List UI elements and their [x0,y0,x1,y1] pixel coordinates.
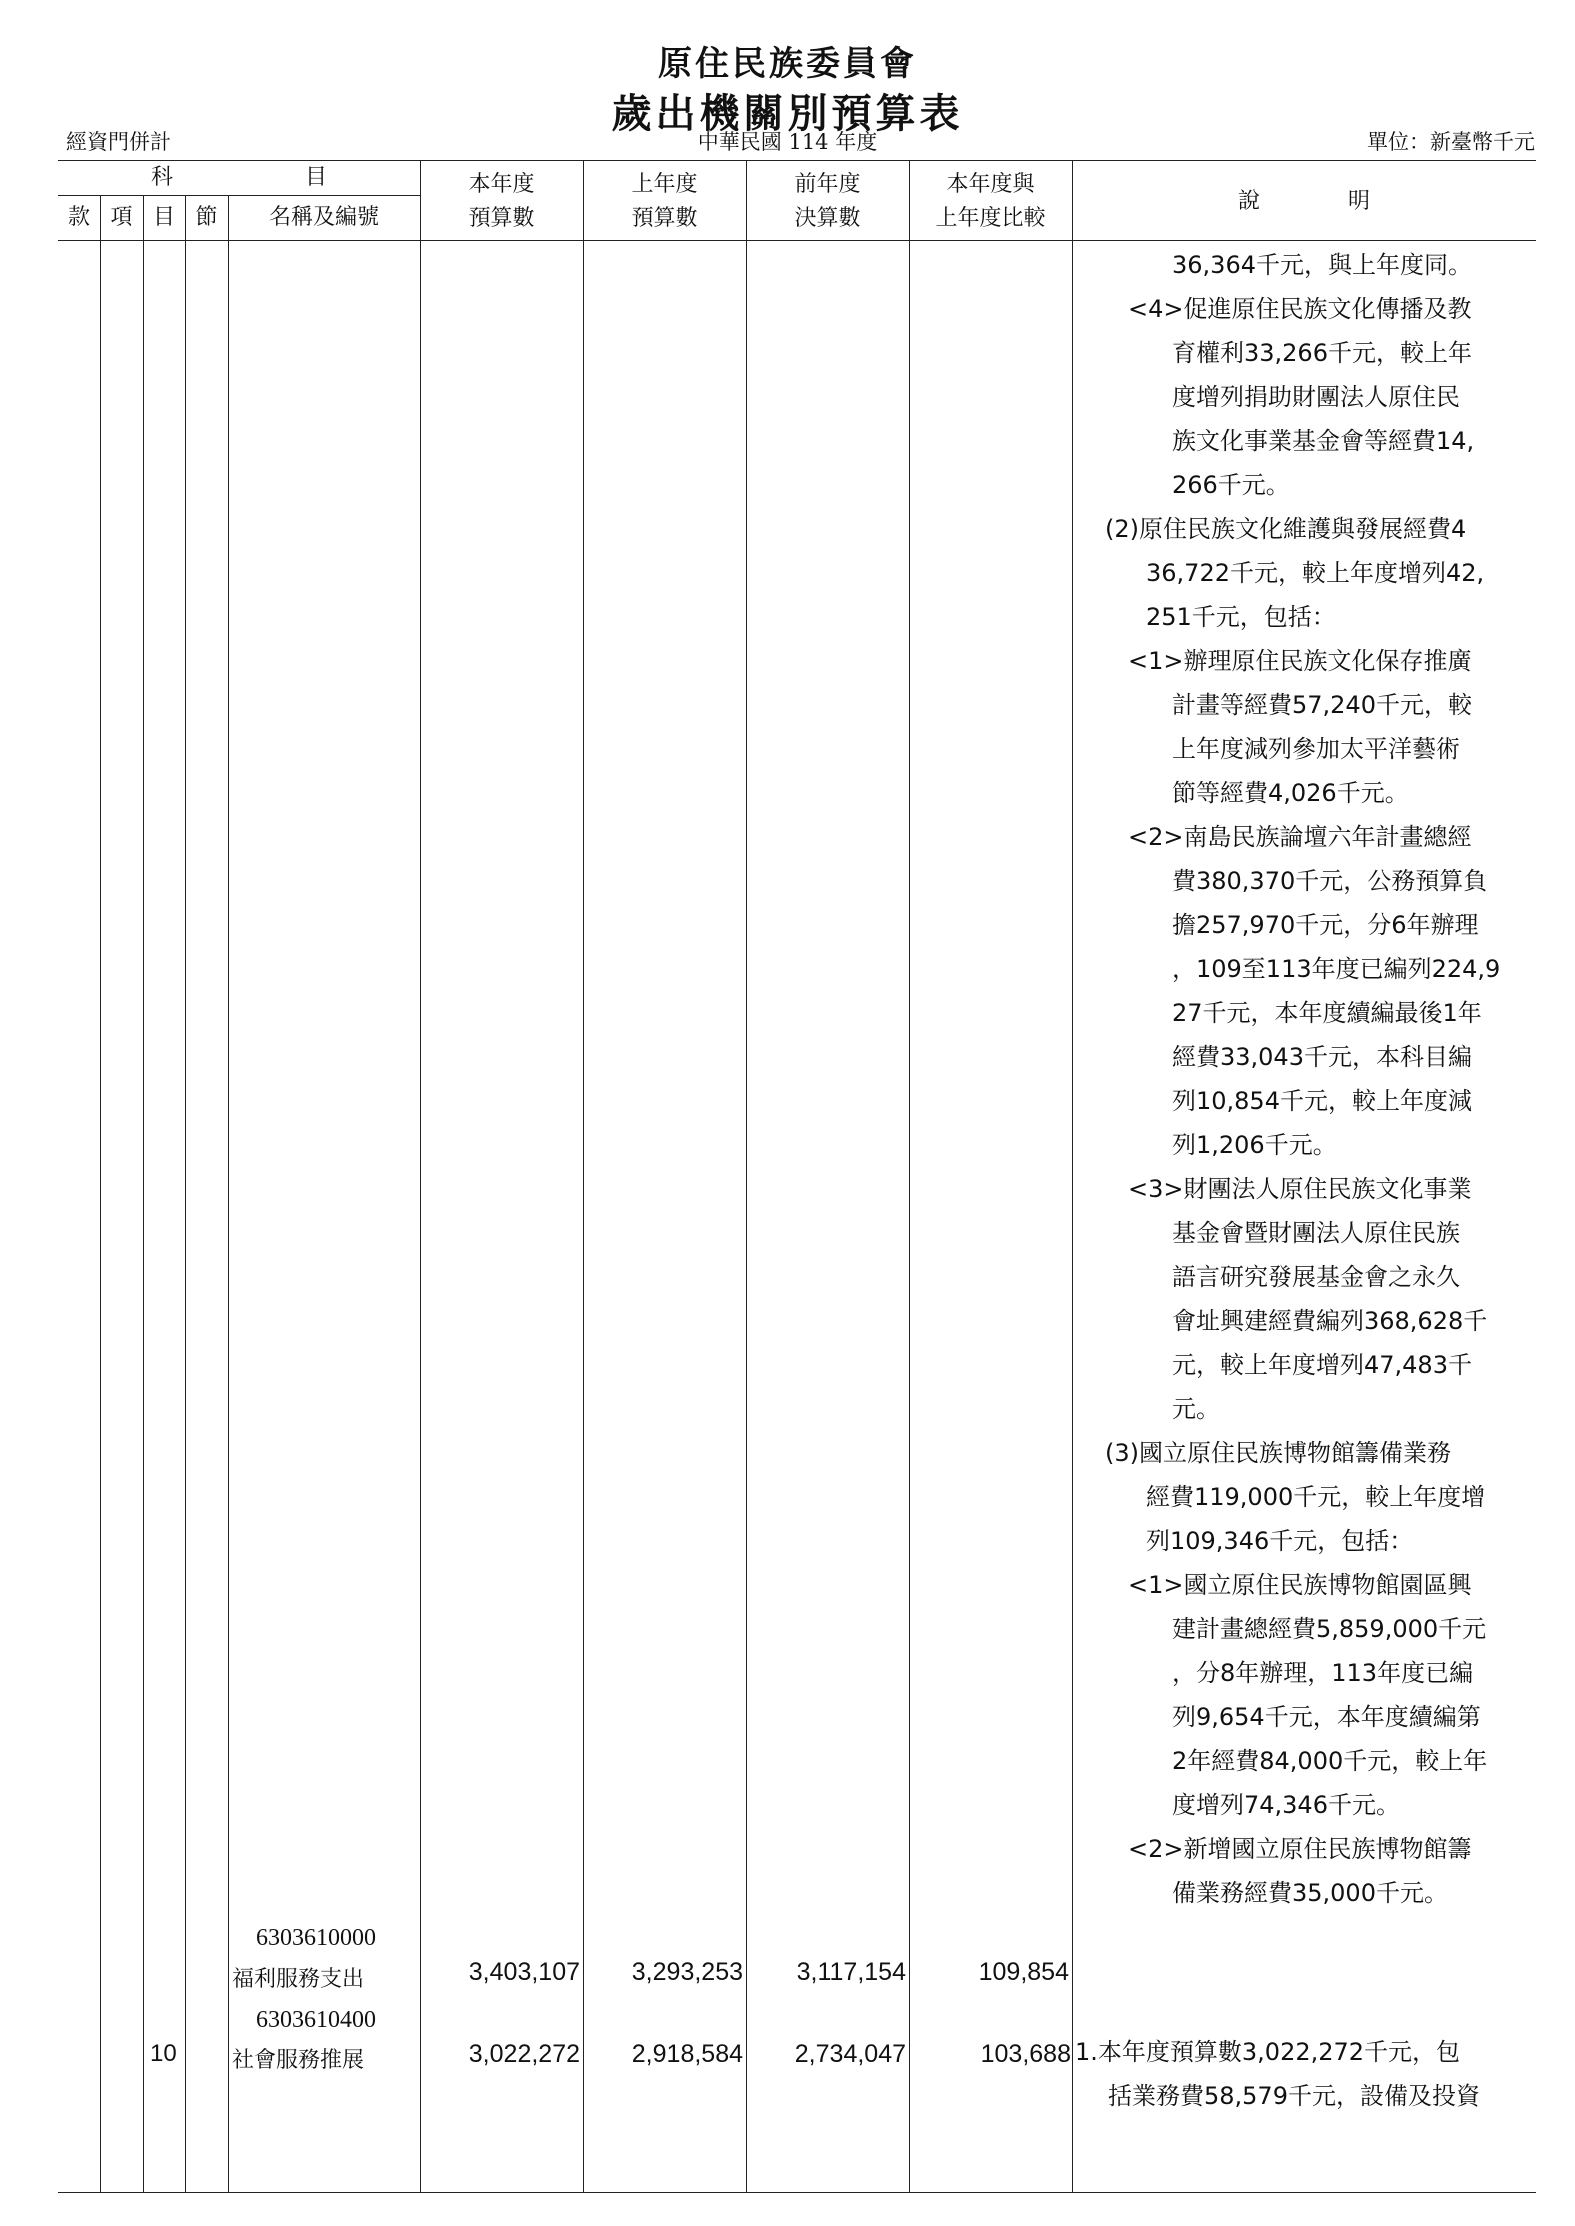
note-line: <3>財團法人原住民族文化事業 [1128,1175,1472,1203]
note-line: <1>辦理原住民族文化保存推廣 [1128,647,1472,675]
note-line: 育權利33,266千元，較上年 [1172,339,1472,367]
note-line: <1>國立原住民族博物館園區興 [1128,1571,1472,1599]
note-line: (2)原住民族文化維護與發展經費4 [1105,515,1467,543]
header-prior-1: 前年度 [794,172,861,197]
col-divider [1072,160,1073,2192]
note-line: 列1,206千元。 [1172,1131,1337,1159]
row-code: 6303610400 [256,2007,376,2033]
header-subject: 科 目 [150,165,327,190]
note-line: 會址興建經費編列368,628千 [1172,1307,1488,1335]
header-previous-2: 預算數 [631,206,698,231]
col-divider [185,195,186,2192]
note-line: 36,722千元，較上年度增列42, [1146,559,1485,587]
note-line: 元，較上年度增列47,483千 [1172,1351,1472,1379]
header-bottom-border [58,240,1536,241]
note-line: (3)國立原住民族博物館籌備業務 [1105,1439,1451,1467]
table-bottom-border [58,2192,1536,2193]
note-line: 經費119,000千元，較上年度增 [1146,1483,1486,1511]
note-line: 計畫等經費57,240千元，較 [1172,691,1472,719]
note-line: 擔257,970千元，分6年辦理 [1172,911,1479,939]
note-line: 列10,854千元，較上年度減 [1172,1087,1472,1115]
header-prior-2: 決算數 [794,206,861,231]
header-compare-2: 上年度比較 [935,206,1046,231]
note-line: 27千元，本年度續編最後1年 [1172,999,1482,1027]
row-mu: 10 [150,2040,177,2067]
row-note: 括業務費58,579千元，設備及投資 [1108,2082,1480,2110]
note-line: 費380,370千元，公務預算負 [1172,867,1488,895]
note-line: 備業務經費35,000千元。 [1172,1879,1448,1907]
col-divider [228,195,229,2192]
header-xiang: 項 [110,205,133,230]
subject-header-divider [58,195,420,196]
row-prior: 3,117,154 [796,1958,906,1986]
note-line: 2年經費84,000千元，較上年 [1172,1747,1488,1775]
note-line: 列9,654千元，本年度續編第 [1172,1703,1481,1731]
header-previous-1: 上年度 [631,172,698,197]
col-divider [143,195,144,2192]
page-title: 歲出機關別預算表 [611,90,964,137]
note-line: 度增列74,346千元。 [1172,1791,1400,1819]
header-notes: 說 明 [1237,189,1370,214]
header-kuan: 款 [67,205,90,230]
note-line: 36,364千元，與上年度同。 [1172,251,1472,279]
note-line: <2>南島民族論壇六年計畫總經 [1128,823,1472,851]
note-line: 251千元，包括： [1146,603,1336,631]
note-line: 族文化事業基金會等經費14, [1172,427,1475,455]
col-divider [583,160,584,2192]
row-previous: 3,293,253 [631,1958,743,1986]
header-compare-1: 本年度與 [946,172,1035,197]
header-jie: 節 [195,205,218,230]
note-line: 語言研究發展基金會之永久 [1172,1263,1460,1291]
header-mu: 目 [152,205,175,230]
col-divider [420,160,421,2192]
unit-label: 單位：新臺幣千元 [1367,130,1535,154]
note-line: 上年度減列參加太平洋藝術 [1172,735,1460,763]
note-line: 元。 [1172,1395,1220,1423]
row-compare: 109,854 [978,1958,1069,1986]
note-line: 建計畫總經費5,859,000千元 [1172,1615,1487,1643]
note-line: <4>促進原住民族文化傳播及教 [1128,295,1472,323]
note-line: ，分8年辦理，113年度已編 [1172,1659,1474,1687]
row-previous: 2,918,584 [631,2040,743,2068]
col-divider [909,160,910,2192]
note-line: 列109,346千元，包括： [1146,1527,1414,1555]
row-prior: 2,734,047 [794,2040,906,2068]
row-compare: 103,688 [980,2040,1071,2068]
note-line: ，109至113年度已編列224,9 [1172,955,1501,983]
col-divider [746,160,747,2192]
note-line: 度增列捐助財團法人原住民 [1172,383,1460,411]
note-line: 節等經費4,026千元。 [1172,779,1409,807]
budget-scope-label: 經資門併計 [66,130,171,154]
row-current: 3,403,107 [468,1958,580,1986]
header-current-1: 本年度 [468,172,535,197]
row-name: 社會服務推展 [232,2048,365,2073]
note-line: 經費33,043千元，本科目編 [1172,1043,1472,1071]
row-code: 6303610000 [256,1925,376,1951]
note-line: 基金會暨財團法人原住民族 [1172,1219,1460,1247]
col-divider [100,195,101,2192]
row-name: 福利服務支出 [232,1967,365,1992]
row-current: 3,022,272 [468,2040,580,2068]
row-note: 1.本年度預算數3,022,272千元，包 [1075,2038,1461,2066]
organization-title: 原住民族委員會 [658,44,917,84]
note-line: <2>新增國立原住民族博物館籌 [1128,1835,1472,1863]
header-name-code: 名稱及編號 [268,205,379,230]
note-line: 266千元。 [1172,471,1290,499]
fiscal-year-label: 中華民國 114 年度 [697,130,878,154]
header-current-2: 預算數 [468,206,535,231]
